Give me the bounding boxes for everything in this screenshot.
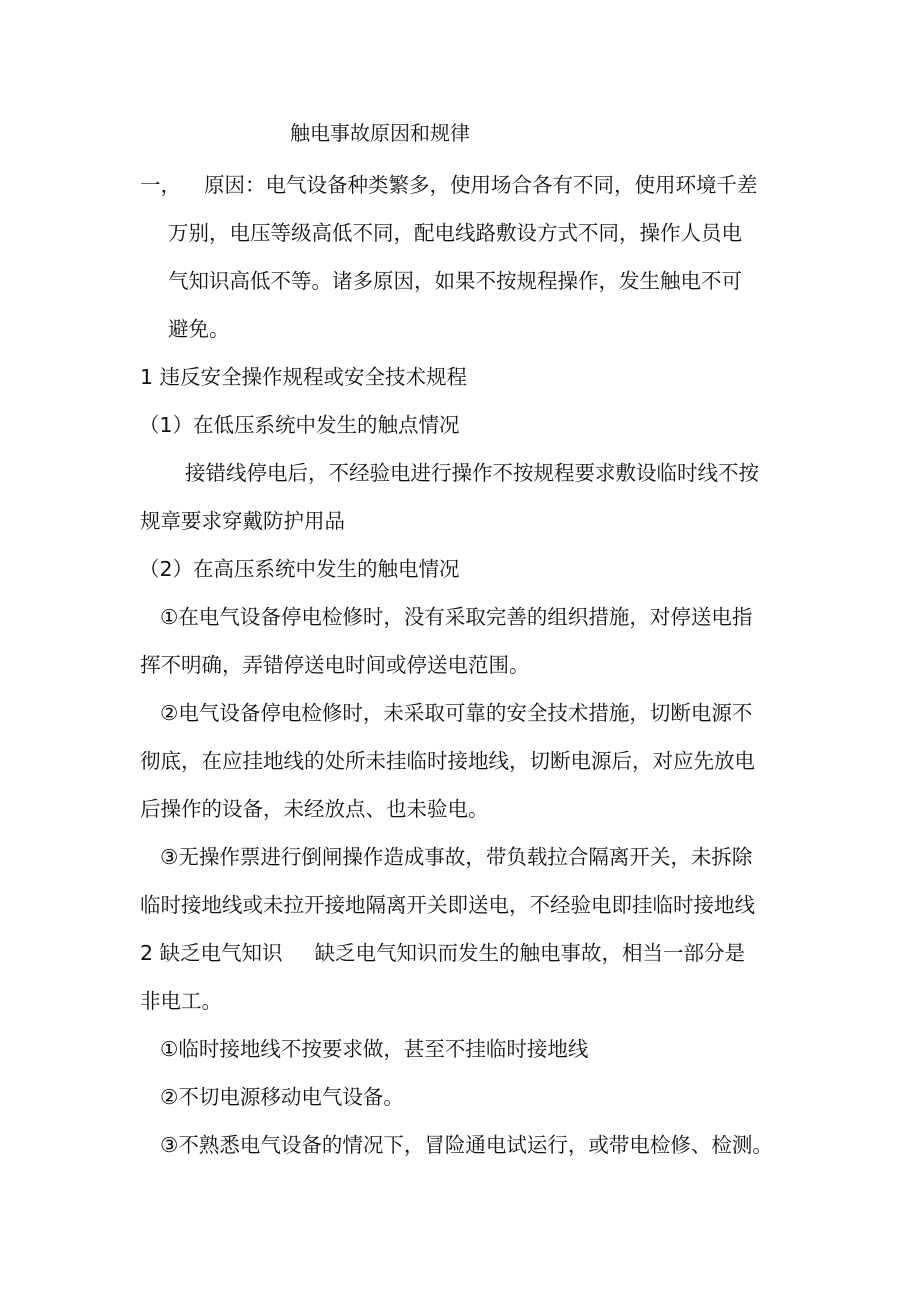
point-line: ②不切电源移动电气设备。	[160, 1085, 404, 1109]
point-line: 后操作的设备，未经放点、也未验电。	[140, 797, 489, 821]
section-text-line: 万别，电压等级高低不同，配电线路敷设方式不同，操作人员电	[168, 221, 742, 245]
point-line: ③无操作票进行倒闸操作造成事故，带负载拉合隔离开关，未拆除	[160, 845, 753, 869]
point-line: ①临时接地线不按要求做，甚至不挂临时接地线	[160, 1037, 589, 1061]
paragraph-line: 规章要求穿戴防护用品	[140, 509, 345, 533]
document-title: 触电事故原因和规律	[290, 121, 470, 145]
subitem-heading: （2）在高压系统中发生的触电情况	[139, 557, 460, 581]
item-heading-continuation: 非电工。	[140, 989, 222, 1013]
section-text-line: 原因：电气设备种类繁多，使用场合各有不同，使用环境千差	[204, 173, 758, 197]
item-heading: 2 缺乏电气知识	[140, 941, 283, 965]
point-line: 彻底，在应挂地线的处所未挂临时接地线，切断电源后，对应先放电	[140, 749, 755, 773]
point-line: ②电气设备停电检修时，未采取可靠的安全技术措施，切断电源不	[160, 701, 753, 725]
point-line: ③不熟悉电气设备的情况下，冒险通电试运行，或带电检修、检测。	[160, 1133, 773, 1157]
section-text-line: 气知识高低不等。诸多原因，如果不按规程操作，发生触电不可	[168, 269, 742, 293]
point-line: 临时接地线或未拉开接地隔离开关即送电，不经验电即挂临时接地线	[140, 893, 755, 917]
section-number: 一，	[140, 173, 181, 197]
item-heading: 1 违反安全操作规程或安全技术规程	[140, 365, 468, 389]
section-text-line: 避免。	[168, 317, 230, 341]
point-line: 挥不明确，弄错停送电时间或停送电范围。	[140, 653, 530, 677]
paragraph-line: 接错线停电后，不经验电进行操作不按规程要求敷设临时线不按	[185, 461, 759, 485]
point-line: ①在电气设备停电检修时，没有采取完善的组织措施，对停送电指	[160, 605, 753, 629]
item-heading-line	[140, 938, 745, 968]
subitem-heading: （1）在低压系统中发生的触点情况	[139, 413, 460, 437]
item-heading-text: 缺乏电气知识而发生的触电事故，相当一部分是	[314, 941, 746, 965]
